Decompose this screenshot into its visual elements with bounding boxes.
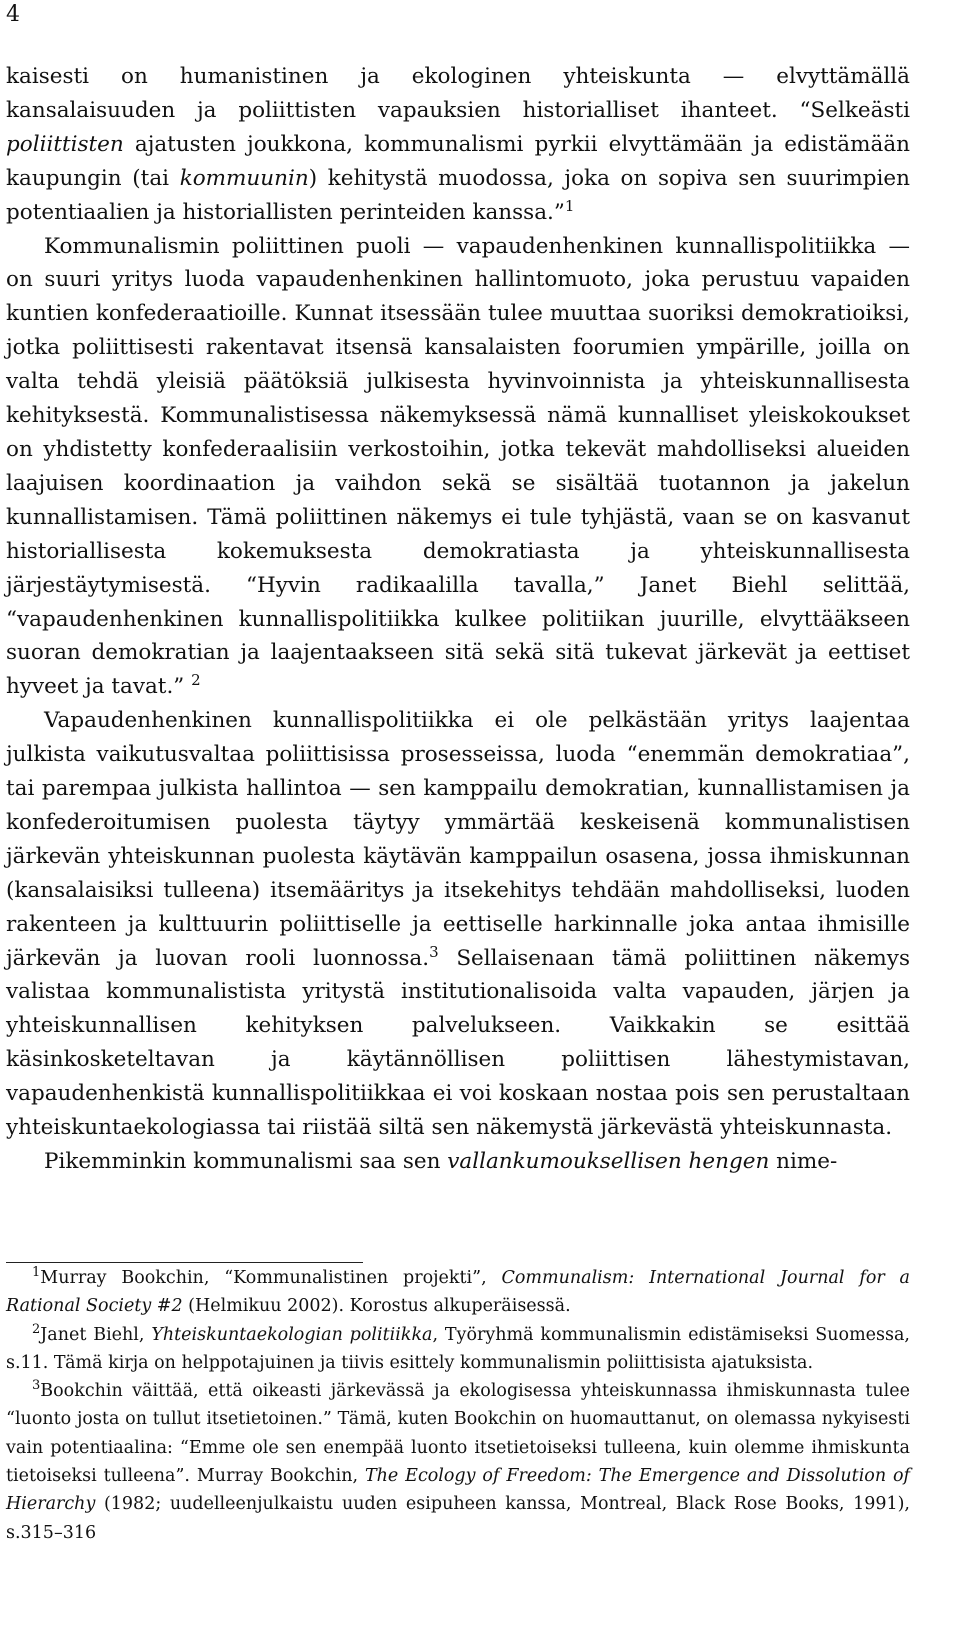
footnote-3 [6, 1377, 910, 1547]
footnote-2 [6, 1321, 910, 1378]
footnote-number: 2 [32, 1321, 41, 1337]
text-run: kaisesti on humanistinen ja ekologinen yhteiskunta — elvyttämällä kansalaisuuden ja poliittisten vapauksien historialliset ihanteet. “Selkeästi [6, 64, 910, 123]
paragraph-4 [6, 1145, 910, 1179]
text-run: (1982; uudelleenjulkaistu uuden esipuheen kanssa, Montreal, Black Rose Books, 1991), s.315–316 [6, 1494, 910, 1543]
body-text [6, 60, 910, 1179]
text-run: Janet Biehl, [40, 1324, 152, 1345]
paragraph-3 [6, 704, 910, 1145]
text-run: Sellaisenaan tämä poliittinen näkemys valistaa kommunalistista yritystä institutionalisoida valta vapauden, järjen ja yhteiskunnallisen kehityksen palvelukseen. Vaikkakin se esittää käsinkosketeltavan ja käytännöllisen poliittisen lähestymistavan, vapaudenhenkistä kunnallispolitiikkaa ei voi koskaan nostaa pois sen perustaltaan yhteiskuntaekologiassa tai riistää siltä sen näkemystä järkevästä yhteiskunnasta. [6, 945, 910, 1141]
text-run: Murray Bookchin, “Kommunalistinen projekti”, [40, 1268, 502, 1288]
paragraph-1 [6, 60, 910, 230]
text-run: Bookchin väittää, että oikeasti järkevässä ja ekologisessa yhteiskunnassa ihmiskunnasta tulee “luonto josta on tullut itsetietoinen.” Tämä, kuten Bookchin on huomauttanut, on olemassa nykyisesti vain potentiaalina: “Emme ole sen enempää luonto itsetietoiseksi tulleena, kuin olemme ihmiskunta tietoiseksi tulleena”. Murray Bookchin, [6, 1381, 910, 1487]
emphasis-text: Yhteiskuntaekologian politiikka [151, 1324, 433, 1345]
footnote-number: 3 [32, 1378, 41, 1394]
footnote-ref-2[interactable]: 2 [191, 671, 201, 690]
footnote-ref-1[interactable]: 1 [564, 196, 575, 215]
text-run: ) kehitystä muodossa, joka on sopiva sen suurimpien potentiaalien ja historiallisten perinteiden kanssa.” [6, 165, 910, 225]
emphasis-text: kommuunin [179, 165, 309, 191]
paragraph-2 [6, 230, 910, 705]
text-run: (Helmikuu 2002). Korostus alkuperäisessä. [182, 1296, 571, 1317]
footnote-number: 1 [32, 1265, 41, 1280]
emphasis-text: poliittisten [6, 131, 124, 157]
emphasis-text: vallankumouksellisen hengen [447, 1149, 770, 1174]
text-run: , Työryhmä kommunalismin edistämiseksi Suomessa, s.11. Tämä kirja on helppotajuinen ja tiivis esittely kommunalismin poliittisista ajatuksista. [6, 1324, 910, 1373]
footnote-1 [6, 1264, 910, 1321]
text-run: Pikemminkin kommunalismi saa sen [44, 1149, 448, 1174]
text-run: ajatusten joukkona, kommunalismi pyrkii elvyttämään ja edistämään kaupungin (tai [6, 131, 910, 191]
text-run: Vapaudenhenkinen kunnallispolitiikka ei ole pelkästään yritys laajentaa julkista vaikutusvaltaa poliittisissa prosesseissa, luoda “enemmän demokratiaa”, tai parempaa julkista hallintoa — sen kamppailu demokratian, kunnallistamisen ja konfederoitumisen puolesta täytyy ymmärtää keskeisenä kommunalistisen järkevän yhteiskunnan puolesta käytävän kamppailun osasena, jossa ihmiskunnan (kansalaisiksi tulleena) itsemääritys ja itsekehitys tehdään mahdolliseksi, luoden rakenteen ja kulttuurin poliittiselle ja eettiselle harkinnalle joka antaa ihmisille järkevän ja luovan rooli luonnossa. [6, 708, 910, 971]
footnotes [6, 1264, 910, 1547]
text-run: Kommunalismin poliittinen puoli — vapaudenhenkinen kunnallispolitiikka — on suuri yritys luoda vapaudenhenkinen hallintomuoto, joka perustuu vapaiden kuntien konfederaatioille. Kunnat itsessään tulee muuttaa suoriksi demokratioiksi, jotka poliittisesti rakentavat itsensä kansalaisten foorumien ympärille, joilla on valta tehdä yleisiä päätöksiä julkisesta hyvinvoinnista ja yhteiskunnallisesta kehityksestä. Kommunalistisessa näkemyksessä nämä kunnalliset yleiskokoukset on yhdistetty konfederaalisiin verkostoihin, jotka tekevät mahdolliseksi alueiden laajuisen koordinaation ja vaihdon sekä se sisältää tuotannon ja jakelun kunnallistamisen. Tämä poliittinen näkemys ei tule tyhjästä, vaan se on kasvanut historiallisesta kokemuksesta demokratiasta ja yhteiskunnallisesta järjestäytymisestä. “Hyvin radikaalilla tavalla,” Janet Biehl selittää, “vapaudenhenkinen kunnallispolitiikka kulkee politiikan juurille, elvyttääkseen suoran demokratian ja laajentaakseen sitä sekä sitä tukevat järkevät ja eettiset hyveet ja tavat.” [6, 233, 910, 700]
text-run: nime- [769, 1149, 838, 1174]
emphasis-text: The Ecology of Freedom: The Emergence and Dissolution of Hierarchy [6, 1466, 911, 1515]
footnote-divider [6, 1262, 363, 1263]
emphasis-text: Communalism: International Journal for a Rational Society #2 [6, 1268, 910, 1317]
footnote-ref-3[interactable]: 3 [429, 942, 439, 961]
page-number: 4 [6, 2, 20, 27]
